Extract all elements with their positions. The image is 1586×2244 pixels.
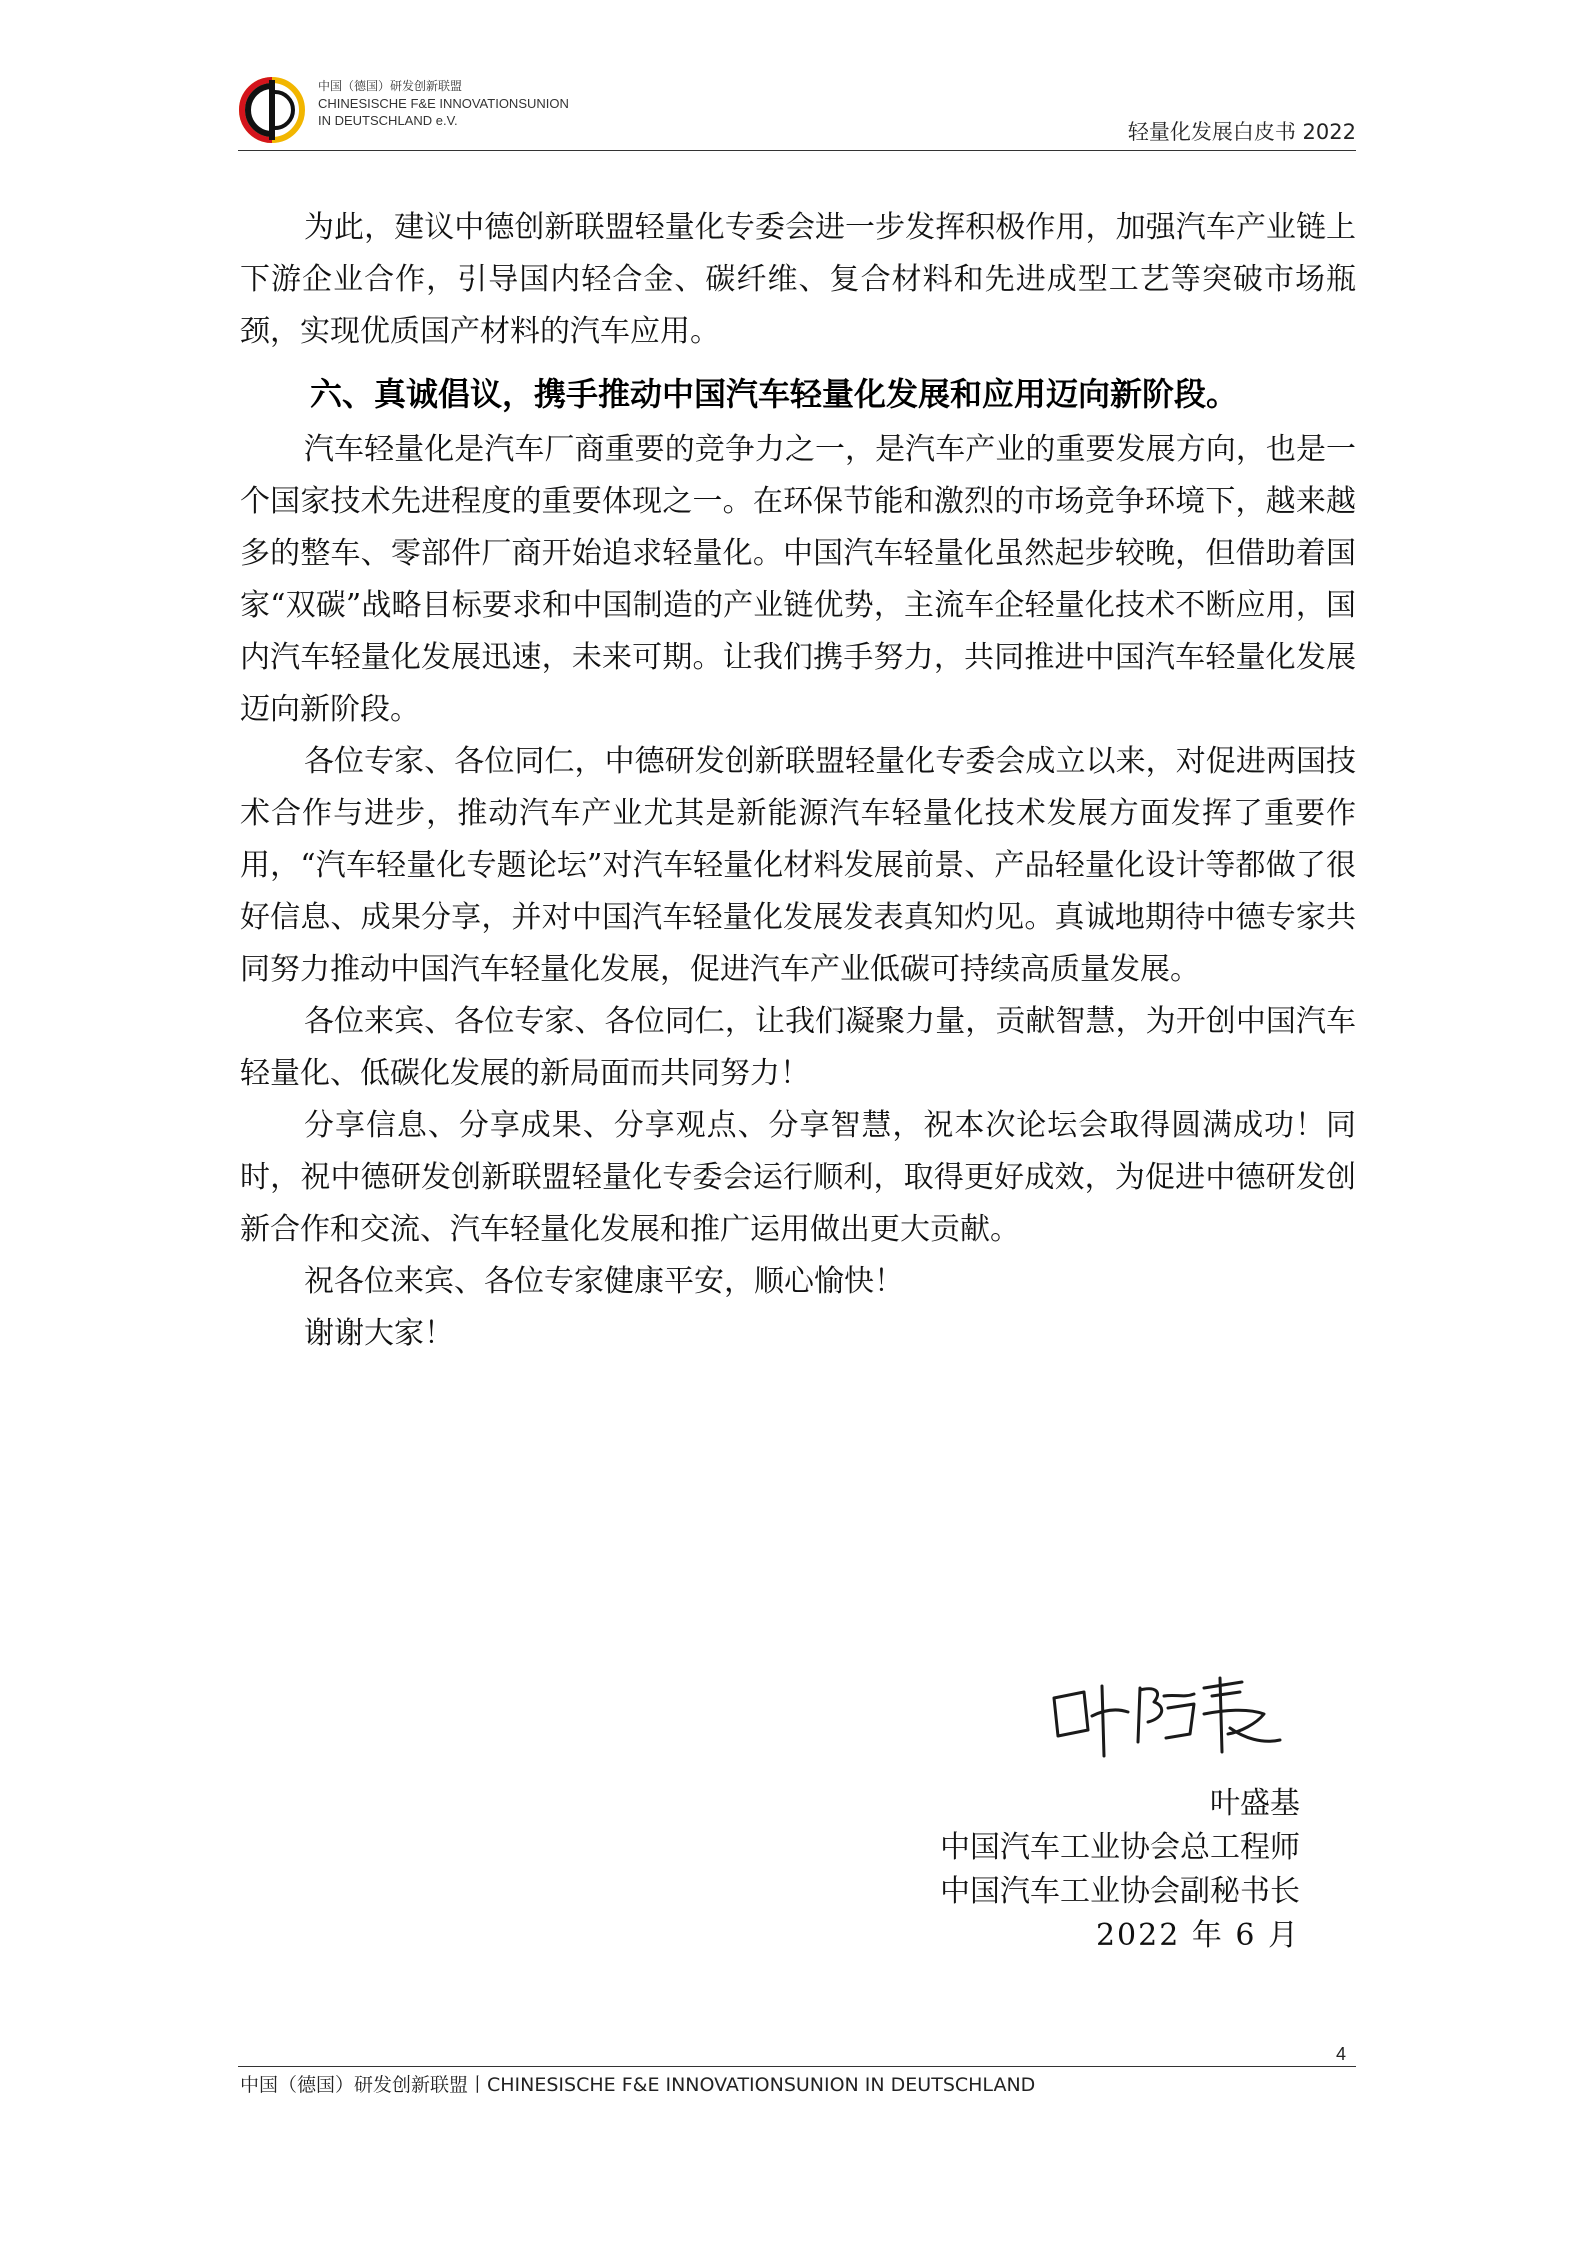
intro-paragraph: 为此，建议中德创新联盟轻量化专委会进一步发挥积极作用，加强汽车产业链上下游企业合作，引导国内轻合金、碳纤维、复合材料和先进成型工艺等突破市场瓶颈，实现优质国产材料的汽车应用。 [240,210,1356,349]
footer-divider [238,2066,1356,2067]
logo-text [318,78,569,129]
signer-title-2: 中国汽车工业协会副秘书长 [940,1874,1300,1909]
page-number: 4 [1336,2044,1347,2064]
org-name-cn: 中国（德国）研发创新联盟 [318,79,463,93]
body-paragraph: 分享信息、分享成果、分享观点、分享智慧，祝本次论坛会取得圆满成功！同时，祝中德研发创新联盟轻量化专委会运行顺利，取得更好成效，为促进中德研发创新合作和交流、汽车轻量化发展和推广运用做出更大贡献。 [240,1108,1356,1247]
main-content [240,202,1356,1360]
document-title: 轻量化发展白皮书 2022 [1127,120,1356,144]
body-paragraph: 各位来宾、各位专家、各位同仁，让我们凝聚力量，贡献智慧，为开创中国汽车轻量化、低碳化发展的新局面而共同努力！ [240,1004,1356,1091]
header-divider [238,150,1356,151]
page-header [238,70,1356,150]
body-paragraph: 祝各位来宾、各位专家健康平安，顺心愉快！ [304,1264,904,1299]
signer-name: 叶盛基 [1210,1786,1300,1821]
org-name-en-line2: IN DEUTSCHLAND e.V. [318,113,458,128]
org-name-en-line1: CHINESISCHE F&E INNOVATIONSUNION [318,96,569,111]
signature-block [940,1782,1300,1958]
section-heading: 六、真诚倡议，携手推动中国汽车轻量化发展和应用迈向新阶段。 [310,375,1239,413]
body-paragraph: 谢谢大家！ [304,1316,454,1351]
signature-date: 2022 年 6 月 [1095,1918,1300,1953]
handwritten-signature-icon [1044,1658,1290,1768]
body-paragraph: 汽车轻量化是汽车厂商重要的竞争力之一，是汽车产业的重要发展方向，也是一个国家技术先进程度的重要体现之一。在环保节能和激烈的市场竞争环境下，越来越多的整车、零部件厂商开始追求轻量化。中国汽车轻量化虽然起步较晚，但借助着国家“双碳”战略目标要求和中国制造的产业链优势，主流车企轻量化技术不断应用，国内汽车轻量化发展迅速，未来可期。让我们携手努力，共同推进中国汽车轻量化发展迈向新阶段。 [240,432,1356,727]
page-footer: 中国（德国）研发创新联盟丨CHINESISCHE F&E INNOVATIONSUNION IN DEUTSCHLAND [240,2074,1036,2096]
body-paragraph: 各位专家、各位同仁，中德研发创新联盟轻量化专委会成立以来，对促进两国技术合作与进步，推动汽车产业尤其是新能源汽车轻量化技术发展方面发挥了重要作用，“汽车轻量化专题论坛”对汽车轻量化材料发展前景、产品轻量化设计等都做了很好信息、成果分享，并对中国汽车轻量化发展发表真知灼见。真诚地期待中德专家共同努力推动中国汽车轻量化发展，促进汽车产业低碳可持续高质量发展。 [240,744,1356,987]
signer-title-1: 中国汽车工业协会总工程师 [940,1830,1300,1865]
cd-circle-logo-icon [238,76,306,144]
